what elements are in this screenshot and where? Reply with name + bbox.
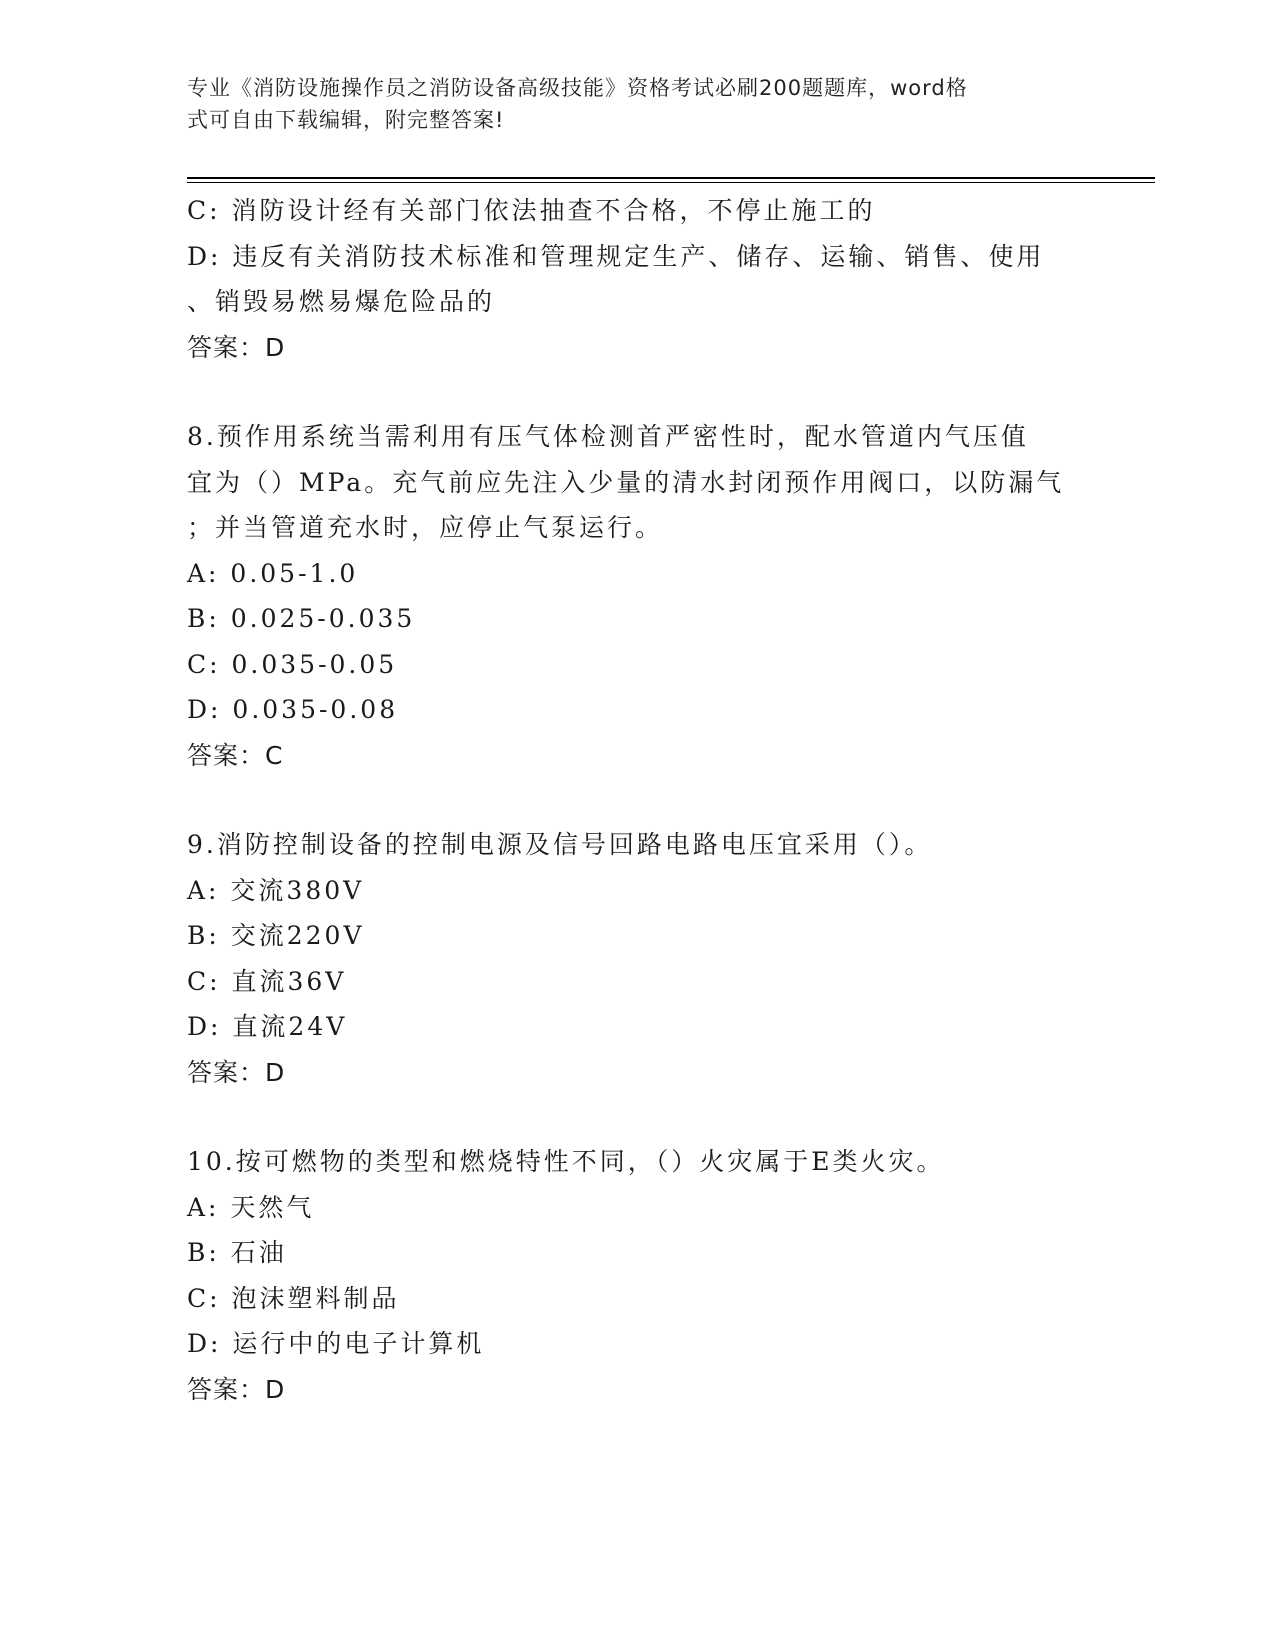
option-d: D: 运行中的电子计算机: [187, 1329, 485, 1358]
option-a: A: 0.05-1.0: [187, 558, 359, 588]
header-line-2: 式可自由下载编辑，附完整答案!: [187, 108, 505, 132]
option-a: A: 天然气: [187, 1192, 315, 1222]
question-stem-line-2: 宜为（）MPa。充气前应先注入少量的清水封闭预作用阀口，以防漏气: [187, 467, 1065, 497]
answer-line: 答案：D: [187, 1374, 286, 1404]
header-divider-thick: [187, 177, 1155, 179]
option-c: C: 0.035-0.05: [187, 649, 398, 679]
question-block-prev: [187, 188, 1087, 370]
question-block-9: [187, 822, 1087, 1095]
question-block-8: [187, 414, 1087, 778]
spacer: [187, 370, 1087, 414]
question-stem: 9.消防控制设备的控制电源及信号回路电路电压宜采用（）。: [187, 830, 933, 859]
question-stem: 10.按可燃物的类型和燃烧特性不同，（）火灾属于E类火灾。: [187, 1147, 945, 1176]
spacer: [187, 778, 1087, 822]
answer-line: 答案：D: [187, 1057, 286, 1087]
question-block-10: [187, 1139, 1087, 1412]
question-stem-line-3: ；并当管道充水时，应停止气泵运行。: [187, 513, 664, 542]
option-c: C: 泡沫塑料制品: [187, 1283, 400, 1313]
header-divider-thin: [187, 182, 1155, 183]
option-d: D: 直流24V: [187, 1012, 348, 1041]
option-c: C: 直流36V: [187, 966, 347, 996]
answer-line: 答案：C: [187, 740, 284, 770]
spacer: [187, 1095, 1087, 1139]
header-line-1: 专业《消防设施操作员之消防设备高级技能》资格考试必刷200题题库，word格: [187, 76, 968, 100]
document-header: [187, 72, 1067, 136]
option-d-line-2: 、销毁易燃易爆危险品的: [187, 287, 496, 316]
option-c: C: 消防设计经有关部门依法抽查不合格，不停止施工的: [187, 196, 876, 225]
option-d-line-1: D: 违反有关消防技术标准和管理规定生产、储存、运输、销售、使用: [187, 241, 1045, 271]
question-content: [187, 188, 1087, 1412]
option-b: B: 交流220V: [187, 921, 365, 950]
option-a: A: 交流380V: [187, 875, 365, 905]
answer-line: 答案：D: [187, 332, 286, 362]
option-b: B: 0.025-0.035: [187, 604, 416, 633]
option-d: D: 0.035-0.08: [187, 695, 399, 724]
question-stem-line-1: 8.预作用系统当需利用有压气体检测首严密性时，配水管道内气压值: [187, 422, 1029, 451]
option-b: B: 石油: [187, 1238, 287, 1267]
